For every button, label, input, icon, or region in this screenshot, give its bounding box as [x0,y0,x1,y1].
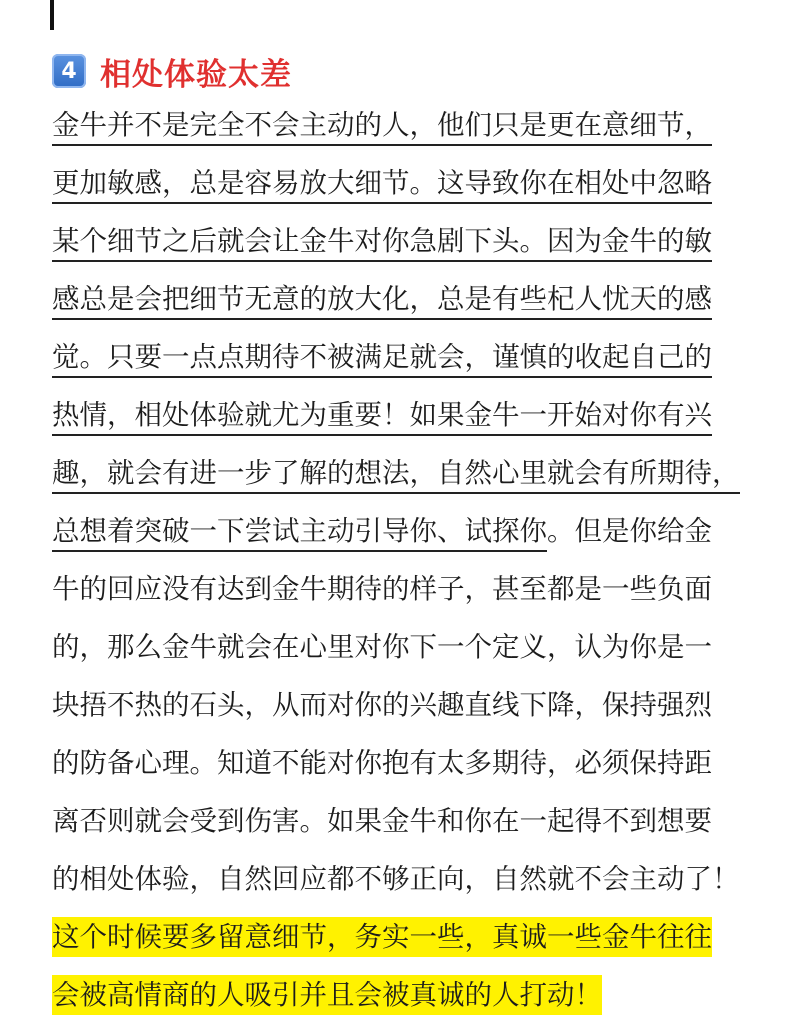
text-line [52,618,752,676]
text-line [52,270,752,328]
number-badge-icon: 4 [52,54,86,88]
plain-text: 块捂不热的石头，从而对你的兴趣直线下降，保持强烈 [52,689,712,721]
plain-text: 的防备心理。知道不能对你抱有太多期待，必须保持距 [52,747,712,779]
plain-text: 牛的回应没有达到金牛期待的样子，甚至都是一些负面 [52,573,712,605]
text-line [52,502,752,560]
plain-text: 的相处体验，自然回应都不够正向，自然就不会主动了！ [52,863,740,895]
plain-text: 离否则就会受到伤害。如果金牛和你在一起得不到想要 [52,805,712,837]
highlighted-line [52,908,752,966]
text-line [52,386,752,444]
section-title: 相处体验太差 [100,56,292,93]
highlighted-line [52,966,752,1024]
underlined-text: 觉。只要一点点期待不被满足就会，谨慎的收起自己的 [52,341,712,378]
underlined-text: 总想着突破一下尝试主动引导你、试探你 [52,515,547,552]
text-line [52,212,752,270]
plain-text: 的，那么金牛就会在心里对你下一个定义，认为你是一 [52,631,712,663]
underlined-text: 某个细节之后就会让金牛对你急剧下头。因为金牛的敏 [52,225,712,262]
article-paragraph [52,96,752,1024]
underlined-text: 金牛并不是完全不会主动的人，他们只是更在意细节， [52,109,712,146]
section-heading [52,46,292,96]
text-line [52,792,752,850]
text-line [52,676,752,734]
text-line [52,328,752,386]
underlined-text: 热情，相处体验就尤为重要！如果金牛一开始对你有兴 [52,399,712,436]
highlighted-text: 会被高情商的人吸引并且会被真诚的人打动！ [52,975,602,1015]
underlined-text: 更加敏感，总是容易放大细节。这导致你在相处中忽略 [52,167,712,204]
underlined-text: 感总是会把细节无意的放大化，总是有些杞人忧天的感 [52,283,712,320]
text-line [52,444,752,502]
text-line [52,850,752,908]
top-divider-bar [50,0,54,30]
text-line [52,560,752,618]
plain-text: 。但是你给金 [547,515,712,547]
highlighted-text: 这个时候要多留意细节，务实一些，真诚一些金牛往往 [52,917,712,957]
underlined-text: 趣，就会有进一步了解的想法，自然心里就会有所期待， [52,457,740,494]
text-line [52,734,752,792]
text-line [52,96,752,154]
text-line [52,154,752,212]
